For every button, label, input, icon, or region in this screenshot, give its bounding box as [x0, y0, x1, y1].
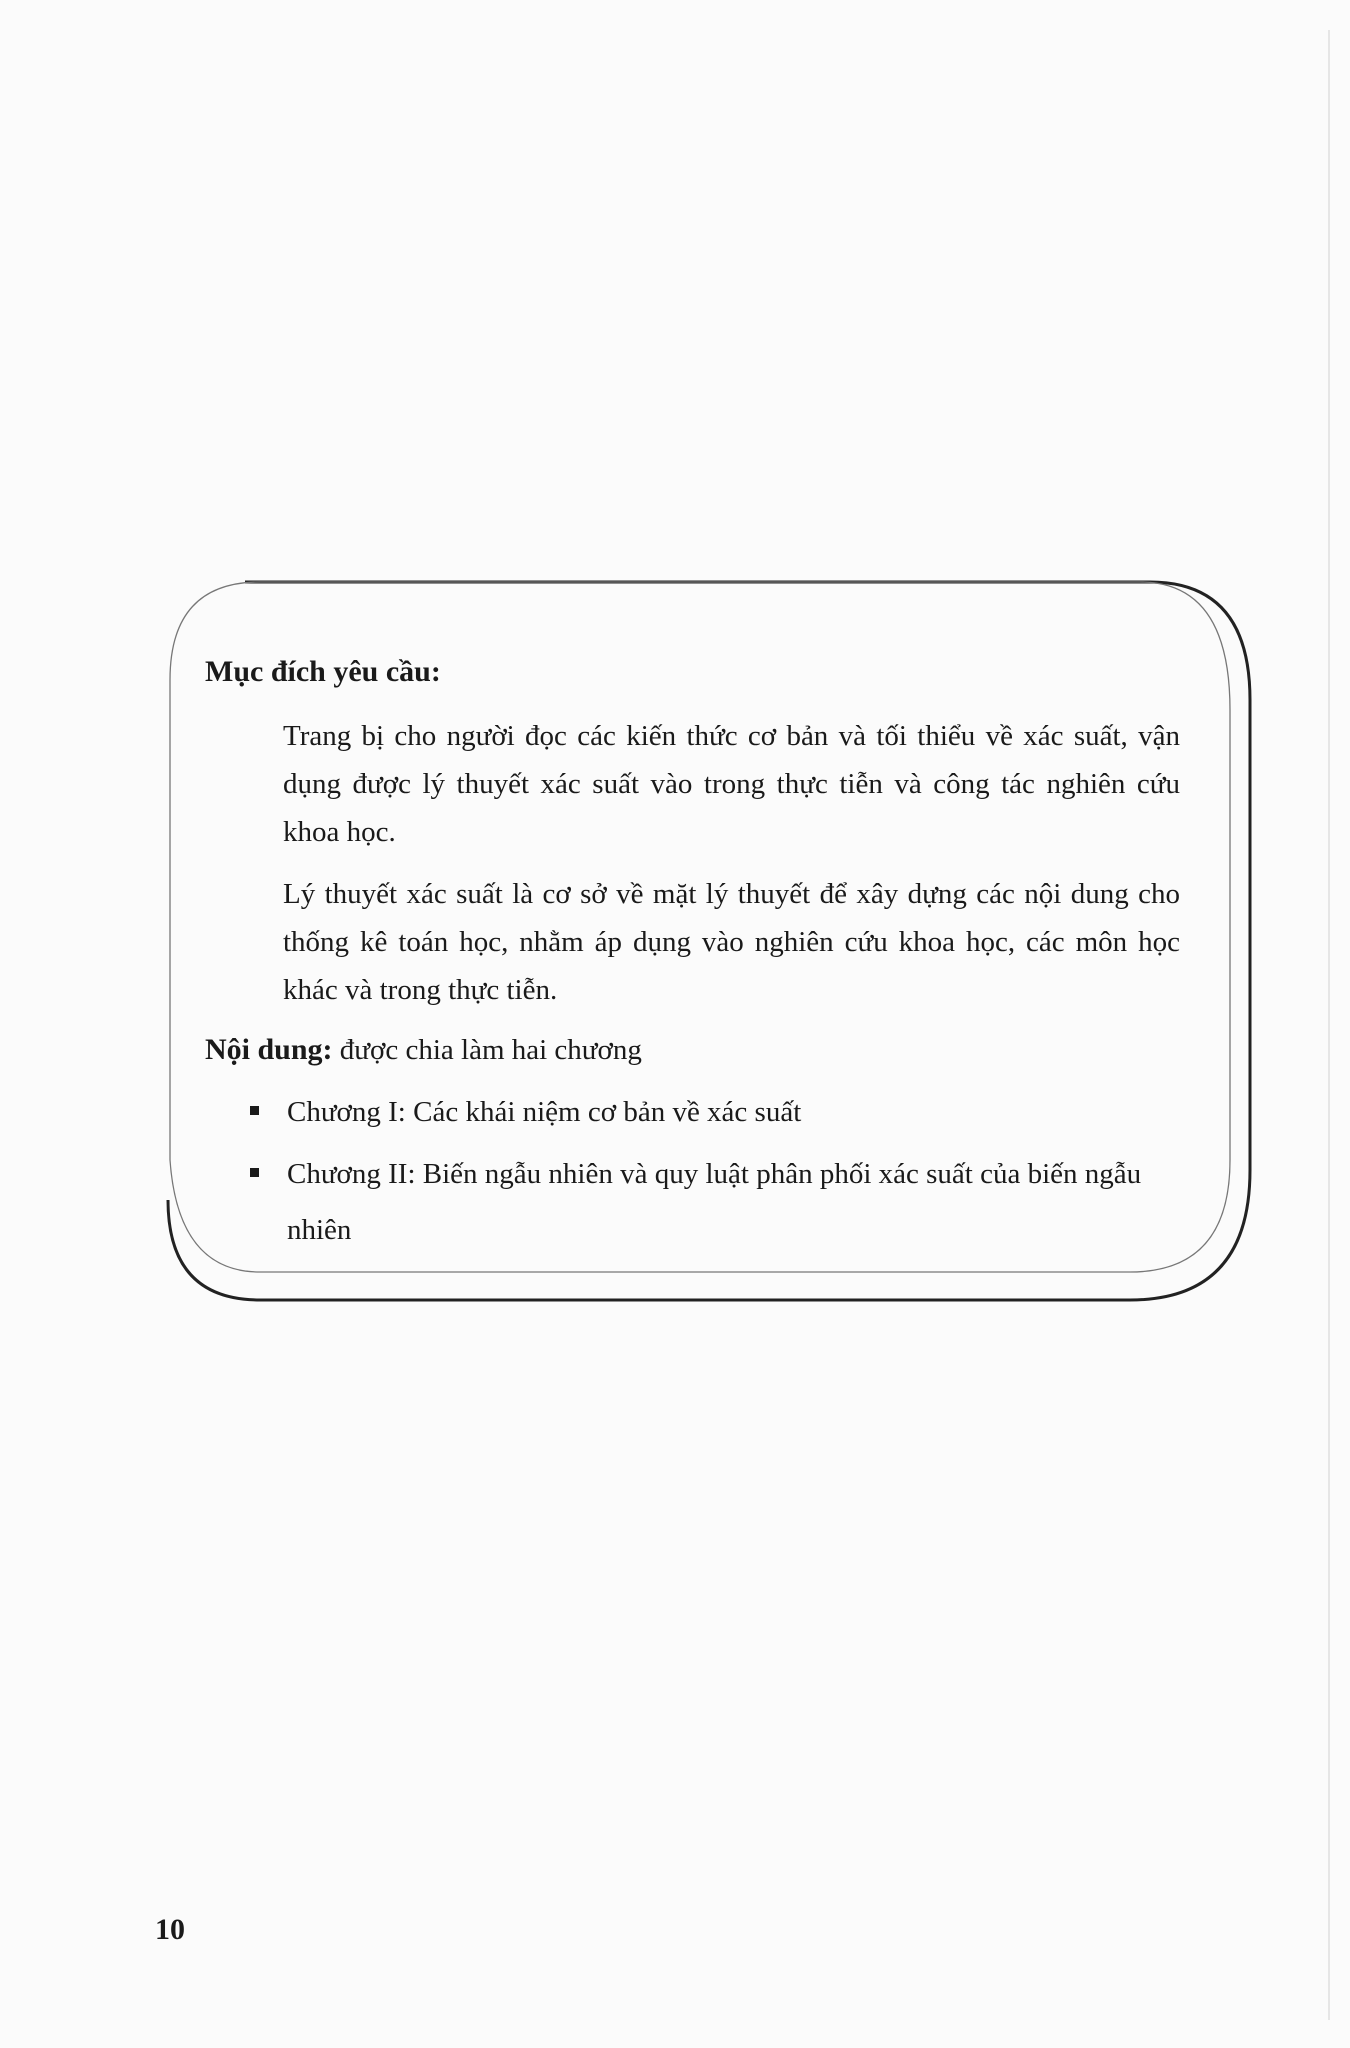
content-line — [205, 1028, 1180, 1072]
chapter-list — [205, 1084, 1180, 1258]
page-number: 10 — [155, 1913, 185, 1946]
purpose-paragraph-2: Lý thuyết xác suất là cơ sở về mặt lý thuyết để xây dựng các nội dung cho thống kê toán học, nhằm áp dụng vào nghiên cứu khoa học, các môn học khác và trong thực tiễn. — [283, 878, 1180, 1006]
content-label: Nội dung: — [205, 1033, 333, 1066]
list-item — [250, 1146, 1180, 1258]
purpose-paragraph-1: Trang bị cho người đọc các kiến thức cơ bản và tối thiểu về xác suất, vận dụng được lý thuyết xác suất vào trong thực tiễn và công tác nghiên cứu khoa học. — [283, 720, 1180, 848]
content-box — [205, 650, 1180, 1258]
list-item-text: Chương I: Các khái niệm cơ bản về xác suất — [287, 1096, 802, 1128]
content-text: được chia làm hai chương — [332, 1034, 642, 1066]
list-item-text: Chương II: Biến ngẫu nhiên và quy luật phân phối xác suất của biến ngẫu nhiên — [287, 1158, 1142, 1246]
page-edge-shadow — [1328, 30, 1330, 2020]
purpose-heading: Mục đích yêu cầu: — [205, 655, 441, 688]
square-bullet-icon — [250, 1168, 259, 1177]
list-item — [250, 1084, 1180, 1140]
square-bullet-icon — [250, 1106, 259, 1115]
